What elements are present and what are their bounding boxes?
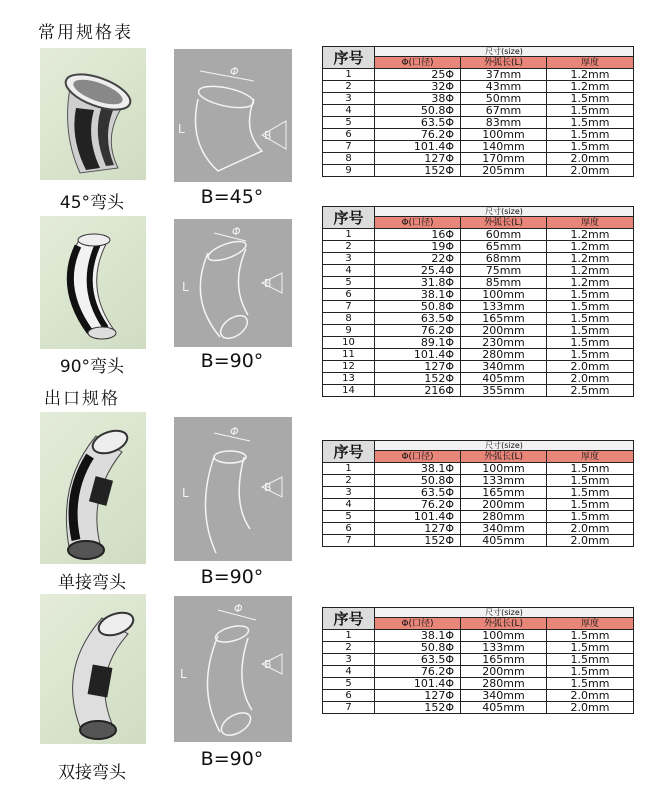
row-seq-cell: 5 bbox=[323, 511, 375, 523]
table-row bbox=[323, 535, 634, 547]
row-arc-length-cell: 60mm bbox=[461, 229, 547, 241]
table-row bbox=[323, 678, 634, 690]
phi-label: Φ bbox=[234, 602, 243, 615]
diameter-header: Φ(口径) bbox=[375, 451, 461, 463]
row-diameter-cell: 76.2Φ bbox=[375, 666, 461, 678]
seq-header: 序号 bbox=[323, 207, 375, 229]
row-thickness-cell: 1.5mm bbox=[547, 129, 634, 141]
row-arc-length-cell: 280mm bbox=[461, 678, 547, 690]
row-seq-cell: 7 bbox=[323, 301, 375, 313]
row-thickness-cell: 1.5mm bbox=[547, 325, 634, 337]
table-row bbox=[323, 265, 634, 277]
table-row bbox=[323, 165, 634, 177]
spec-table-90 bbox=[322, 206, 634, 397]
seq-header: 序号 bbox=[323, 608, 375, 630]
table-row bbox=[323, 301, 634, 313]
row-diameter-cell: 25.4Φ bbox=[375, 265, 461, 277]
row-arc-length-cell: 133mm bbox=[461, 301, 547, 313]
row-seq-cell: 5 bbox=[323, 678, 375, 690]
row-diameter-cell: 50.8Φ bbox=[375, 105, 461, 117]
arc-length-header: 外弧长(L) bbox=[461, 451, 547, 463]
table-row bbox=[323, 487, 634, 499]
table-row bbox=[323, 690, 634, 702]
table-row bbox=[323, 349, 634, 361]
single-joint-elbow-caption: 单接弯头 bbox=[58, 573, 126, 593]
row-seq-cell: 13 bbox=[323, 373, 375, 385]
row-diameter-cell: 38Φ bbox=[375, 93, 461, 105]
arc-length-header: 外弧长(L) bbox=[461, 618, 547, 630]
row-seq-cell: 3 bbox=[323, 93, 375, 105]
row-thickness-cell: 1.5mm bbox=[547, 289, 634, 301]
row-arc-length-cell: 75mm bbox=[461, 265, 547, 277]
row-seq-cell: 4 bbox=[323, 105, 375, 117]
diameter-header: Φ(口径) bbox=[375, 57, 461, 69]
row-arc-length-cell: 165mm bbox=[461, 654, 547, 666]
row-thickness-cell: 2.0mm bbox=[547, 690, 634, 702]
row-seq-cell: 14 bbox=[323, 385, 375, 397]
size-header: 尺寸(size) bbox=[375, 47, 634, 57]
thickness-header: 厚度 bbox=[547, 57, 634, 69]
row-diameter-cell: 216Φ bbox=[375, 385, 461, 397]
row-diameter-cell: 101.4Φ bbox=[375, 141, 461, 153]
row-arc-length-cell: 65mm bbox=[461, 241, 547, 253]
double-joint-elbow-photo bbox=[40, 594, 146, 744]
row-diameter-cell: 152Φ bbox=[375, 702, 461, 714]
row-seq-cell: 6 bbox=[323, 523, 375, 535]
row-arc-length-cell: 67mm bbox=[461, 105, 547, 117]
row-thickness-cell: 1.2mm bbox=[547, 81, 634, 93]
thickness-header: 厚度 bbox=[547, 451, 634, 463]
size-header: 尺寸(size) bbox=[375, 608, 634, 618]
row-arc-length-cell: 133mm bbox=[461, 642, 547, 654]
row-arc-length-cell: 340mm bbox=[461, 523, 547, 535]
elbow-45-photo bbox=[40, 48, 146, 180]
row-seq-cell: 3 bbox=[323, 654, 375, 666]
row-arc-length-cell: 133mm bbox=[461, 475, 547, 487]
row-seq-cell: 8 bbox=[323, 153, 375, 165]
row-arc-length-cell: 405mm bbox=[461, 535, 547, 547]
row-seq-cell: 7 bbox=[323, 702, 375, 714]
row-seq-cell: 1 bbox=[323, 630, 375, 642]
row-diameter-cell: 63.5Φ bbox=[375, 654, 461, 666]
row-diameter-cell: 38.1Φ bbox=[375, 463, 461, 475]
phi-label: Φ bbox=[230, 425, 239, 438]
row-seq-cell: 2 bbox=[323, 81, 375, 93]
row-thickness-cell: 1.2mm bbox=[547, 265, 634, 277]
length-label: L bbox=[182, 280, 189, 294]
row-diameter-cell: 127Φ bbox=[375, 361, 461, 373]
row-diameter-cell: 101.4Φ bbox=[375, 678, 461, 690]
row-arc-length-cell: 43mm bbox=[461, 81, 547, 93]
row-diameter-cell: 32Φ bbox=[375, 81, 461, 93]
row-thickness-cell: 1.2mm bbox=[547, 253, 634, 265]
row-thickness-cell: 1.2mm bbox=[547, 229, 634, 241]
row-seq-cell: 1 bbox=[323, 463, 375, 475]
table-row bbox=[323, 499, 634, 511]
length-label: L bbox=[182, 486, 189, 500]
elbow-45-caption: 45°弯头 bbox=[59, 193, 125, 213]
angle-label: B bbox=[264, 277, 272, 290]
table-row bbox=[323, 105, 634, 117]
table-row bbox=[323, 463, 634, 475]
row-seq-cell: 4 bbox=[323, 499, 375, 511]
spec-table-single-joint bbox=[322, 440, 634, 547]
row-seq-cell: 9 bbox=[323, 325, 375, 337]
row-thickness-cell: 2.5mm bbox=[547, 385, 634, 397]
seq-header: 序号 bbox=[323, 47, 375, 69]
row-arc-length-cell: 100mm bbox=[461, 289, 547, 301]
page-title: 常用规格表 bbox=[38, 23, 133, 43]
row-diameter-cell: 152Φ bbox=[375, 373, 461, 385]
diameter-header: Φ(口径) bbox=[375, 618, 461, 630]
row-thickness-cell: 1.5mm bbox=[547, 105, 634, 117]
row-seq-cell: 7 bbox=[323, 141, 375, 153]
elbow-45-diagram bbox=[174, 49, 292, 182]
table-row bbox=[323, 313, 634, 325]
row-arc-length-cell: 355mm bbox=[461, 385, 547, 397]
table-row bbox=[323, 253, 634, 265]
table-row bbox=[323, 630, 634, 642]
double-joint-elbow-caption: 双接弯头 bbox=[58, 763, 126, 783]
row-thickness-cell: 2.0mm bbox=[547, 361, 634, 373]
row-thickness-cell: 2.0mm bbox=[547, 153, 634, 165]
row-seq-cell: 5 bbox=[323, 277, 375, 289]
table-row bbox=[323, 289, 634, 301]
spec-table-45 bbox=[322, 46, 634, 177]
table-row bbox=[323, 654, 634, 666]
row-diameter-cell: 127Φ bbox=[375, 153, 461, 165]
row-seq-cell: 1 bbox=[323, 69, 375, 81]
row-arc-length-cell: 165mm bbox=[461, 487, 547, 499]
row-thickness-cell: 1.5mm bbox=[547, 313, 634, 325]
row-diameter-cell: 50.8Φ bbox=[375, 301, 461, 313]
row-seq-cell: 2 bbox=[323, 642, 375, 654]
table-row bbox=[323, 129, 634, 141]
row-arc-length-cell: 50mm bbox=[461, 93, 547, 105]
row-thickness-cell: 1.5mm bbox=[547, 463, 634, 475]
elbow-45-angle: B=45° bbox=[200, 186, 264, 208]
row-diameter-cell: 76.2Φ bbox=[375, 325, 461, 337]
row-diameter-cell: 89.1Φ bbox=[375, 337, 461, 349]
row-seq-cell: 5 bbox=[323, 117, 375, 129]
length-label: L bbox=[178, 122, 185, 136]
row-seq-cell: 2 bbox=[323, 475, 375, 487]
row-diameter-cell: 101.4Φ bbox=[375, 349, 461, 361]
diameter-header: Φ(口径) bbox=[375, 217, 461, 229]
double-joint-elbow-angle: B=90° bbox=[200, 748, 264, 770]
row-seq-cell: 2 bbox=[323, 241, 375, 253]
row-thickness-cell: 1.5mm bbox=[547, 630, 634, 642]
single-joint-elbow-photo bbox=[40, 412, 146, 564]
row-diameter-cell: 127Φ bbox=[375, 690, 461, 702]
row-seq-cell: 10 bbox=[323, 337, 375, 349]
row-arc-length-cell: 68mm bbox=[461, 253, 547, 265]
phi-label: Φ bbox=[230, 65, 239, 78]
row-thickness-cell: 1.2mm bbox=[547, 241, 634, 253]
row-seq-cell: 6 bbox=[323, 129, 375, 141]
table-row bbox=[323, 117, 634, 129]
elbow-90-diagram bbox=[174, 219, 292, 347]
row-seq-cell: 3 bbox=[323, 487, 375, 499]
row-thickness-cell: 1.5mm bbox=[547, 666, 634, 678]
row-thickness-cell: 1.5mm bbox=[547, 475, 634, 487]
row-thickness-cell: 1.5mm bbox=[547, 499, 634, 511]
table-row bbox=[323, 69, 634, 81]
spec-table-double-joint bbox=[322, 607, 634, 714]
size-header: 尺寸(size) bbox=[375, 207, 634, 217]
row-thickness-cell: 1.5mm bbox=[547, 654, 634, 666]
row-thickness-cell: 1.5mm bbox=[547, 117, 634, 129]
table-row bbox=[323, 81, 634, 93]
row-seq-cell: 12 bbox=[323, 361, 375, 373]
row-diameter-cell: 22Φ bbox=[375, 253, 461, 265]
table-row bbox=[323, 475, 634, 487]
row-diameter-cell: 25Φ bbox=[375, 69, 461, 81]
row-seq-cell: 11 bbox=[323, 349, 375, 361]
row-diameter-cell: 38.1Φ bbox=[375, 289, 461, 301]
row-thickness-cell: 1.5mm bbox=[547, 642, 634, 654]
row-arc-length-cell: 280mm bbox=[461, 349, 547, 361]
table-row bbox=[323, 373, 634, 385]
row-arc-length-cell: 200mm bbox=[461, 666, 547, 678]
row-diameter-cell: 152Φ bbox=[375, 165, 461, 177]
table-row bbox=[323, 511, 634, 523]
table-row bbox=[323, 523, 634, 535]
row-diameter-cell: 50.8Φ bbox=[375, 475, 461, 487]
row-seq-cell: 9 bbox=[323, 165, 375, 177]
row-diameter-cell: 63.5Φ bbox=[375, 117, 461, 129]
row-thickness-cell: 1.5mm bbox=[547, 349, 634, 361]
row-arc-length-cell: 405mm bbox=[461, 373, 547, 385]
row-arc-length-cell: 170mm bbox=[461, 153, 547, 165]
row-diameter-cell: 76.2Φ bbox=[375, 129, 461, 141]
row-arc-length-cell: 280mm bbox=[461, 511, 547, 523]
row-diameter-cell: 63.5Φ bbox=[375, 487, 461, 499]
row-arc-length-cell: 85mm bbox=[461, 277, 547, 289]
row-diameter-cell: 50.8Φ bbox=[375, 642, 461, 654]
row-arc-length-cell: 100mm bbox=[461, 463, 547, 475]
table-row bbox=[323, 241, 634, 253]
row-diameter-cell: 16Φ bbox=[375, 229, 461, 241]
elbow-90-angle: B=90° bbox=[200, 350, 264, 372]
row-arc-length-cell: 100mm bbox=[461, 129, 547, 141]
table-row bbox=[323, 229, 634, 241]
arc-length-header: 外弧长(L) bbox=[461, 57, 547, 69]
angle-label: B bbox=[264, 129, 272, 142]
row-arc-length-cell: 340mm bbox=[461, 361, 547, 373]
row-arc-length-cell: 37mm bbox=[461, 69, 547, 81]
row-diameter-cell: 152Φ bbox=[375, 535, 461, 547]
row-arc-length-cell: 340mm bbox=[461, 690, 547, 702]
row-arc-length-cell: 83mm bbox=[461, 117, 547, 129]
table-row bbox=[323, 153, 634, 165]
single-joint-elbow-diagram bbox=[174, 417, 292, 561]
double-joint-elbow-diagram bbox=[174, 596, 292, 742]
size-header: 尺寸(size) bbox=[375, 441, 634, 451]
table-row bbox=[323, 337, 634, 349]
row-arc-length-cell: 100mm bbox=[461, 630, 547, 642]
row-thickness-cell: 1.5mm bbox=[547, 337, 634, 349]
row-arc-length-cell: 200mm bbox=[461, 325, 547, 337]
row-seq-cell: 6 bbox=[323, 690, 375, 702]
row-thickness-cell: 2.0mm bbox=[547, 165, 634, 177]
row-seq-cell: 1 bbox=[323, 229, 375, 241]
row-seq-cell: 3 bbox=[323, 253, 375, 265]
table-row bbox=[323, 93, 634, 105]
row-thickness-cell: 1.5mm bbox=[547, 93, 634, 105]
table-row bbox=[323, 141, 634, 153]
row-thickness-cell: 1.5mm bbox=[547, 511, 634, 523]
elbow-90-caption: 90°弯头 bbox=[59, 357, 125, 377]
angle-label: B bbox=[264, 658, 272, 671]
row-thickness-cell: 2.0mm bbox=[547, 535, 634, 547]
row-seq-cell: 4 bbox=[323, 666, 375, 678]
row-thickness-cell: 2.0mm bbox=[547, 702, 634, 714]
row-thickness-cell: 1.2mm bbox=[547, 277, 634, 289]
row-arc-length-cell: 165mm bbox=[461, 313, 547, 325]
row-diameter-cell: 31.8Φ bbox=[375, 277, 461, 289]
arc-length-header: 外弧长(L) bbox=[461, 217, 547, 229]
row-seq-cell: 7 bbox=[323, 535, 375, 547]
row-diameter-cell: 76.2Φ bbox=[375, 499, 461, 511]
seq-header: 序号 bbox=[323, 441, 375, 463]
row-diameter-cell: 101.4Φ bbox=[375, 511, 461, 523]
row-arc-length-cell: 200mm bbox=[461, 499, 547, 511]
row-thickness-cell: 2.0mm bbox=[547, 523, 634, 535]
table-row bbox=[323, 325, 634, 337]
table-row bbox=[323, 642, 634, 654]
row-thickness-cell: 1.5mm bbox=[547, 487, 634, 499]
row-diameter-cell: 63.5Φ bbox=[375, 313, 461, 325]
row-thickness-cell: 1.5mm bbox=[547, 678, 634, 690]
table-row bbox=[323, 277, 634, 289]
row-diameter-cell: 127Φ bbox=[375, 523, 461, 535]
outlet-spec-heading: 出口规格 bbox=[44, 389, 120, 409]
table-row bbox=[323, 702, 634, 714]
row-thickness-cell: 1.5mm bbox=[547, 301, 634, 313]
row-diameter-cell: 38.1Φ bbox=[375, 630, 461, 642]
row-thickness-cell: 1.2mm bbox=[547, 69, 634, 81]
row-arc-length-cell: 405mm bbox=[461, 702, 547, 714]
table-row bbox=[323, 666, 634, 678]
row-seq-cell: 6 bbox=[323, 289, 375, 301]
phi-label: Φ bbox=[232, 225, 241, 238]
row-arc-length-cell: 205mm bbox=[461, 165, 547, 177]
row-arc-length-cell: 140mm bbox=[461, 141, 547, 153]
single-joint-elbow-angle: B=90° bbox=[200, 566, 264, 588]
thickness-header: 厚度 bbox=[547, 217, 634, 229]
table-row bbox=[323, 361, 634, 373]
length-label: L bbox=[180, 667, 187, 681]
elbow-90-photo bbox=[40, 216, 146, 349]
row-diameter-cell: 19Φ bbox=[375, 241, 461, 253]
row-thickness-cell: 1.5mm bbox=[547, 141, 634, 153]
row-seq-cell: 4 bbox=[323, 265, 375, 277]
table-row bbox=[323, 385, 634, 397]
row-arc-length-cell: 230mm bbox=[461, 337, 547, 349]
thickness-header: 厚度 bbox=[547, 618, 634, 630]
row-seq-cell: 8 bbox=[323, 313, 375, 325]
angle-label: B bbox=[264, 481, 272, 494]
row-thickness-cell: 2.0mm bbox=[547, 373, 634, 385]
